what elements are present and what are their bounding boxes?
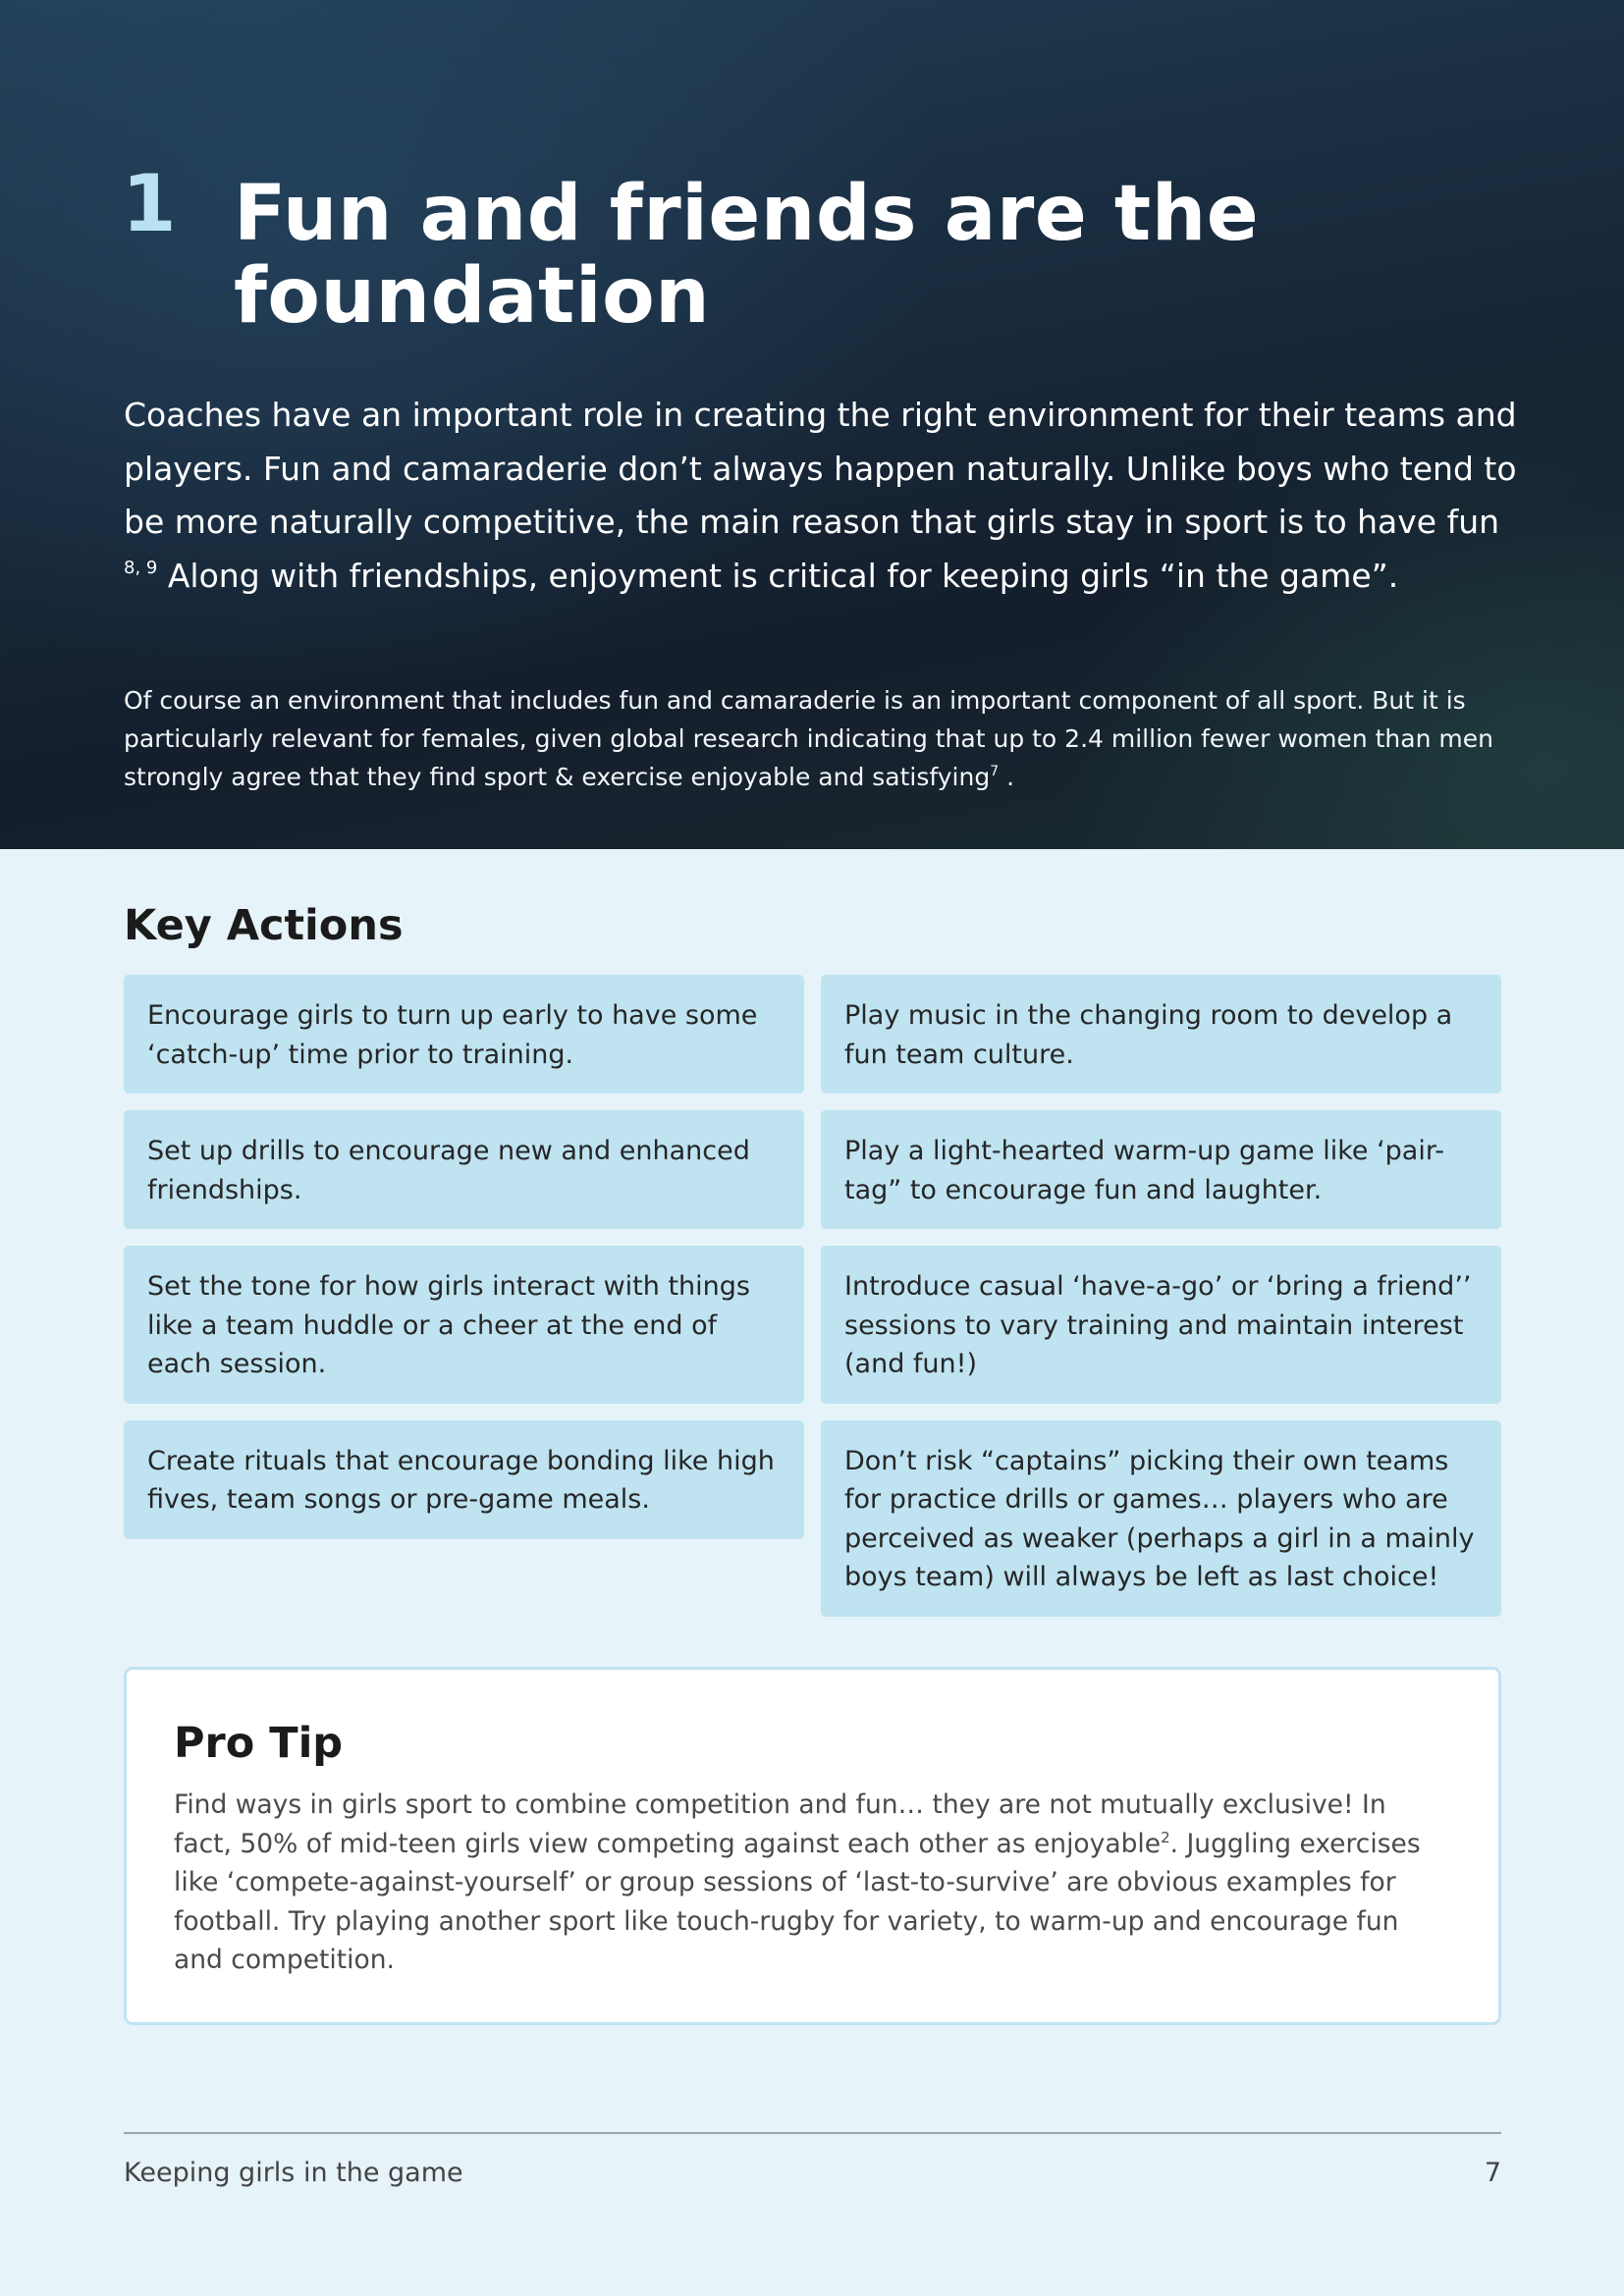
lead-text-end: Along with friendships, enjoyment is critical for keeping girls “in the game”. (157, 556, 1399, 595)
action-card: Play a light-hearted warm-up game like ‘pair-tag” to encourage fun and laughter. (821, 1110, 1501, 1229)
action-card: Don’t risk “captains” picking their own teams for practice drills or games… players who are perceived as weaker (perhaps a girl in a mainly boys team) will always be left as last choice! (821, 1420, 1501, 1617)
lead-text-start: Coaches have an important role in creating the right environment for their teams and players. Fun and camaraderie don’t always happen naturally. Unlike boys who tend to be more naturally competitive, the main reason that girls stay in sport is to have fun (124, 396, 1517, 541)
key-actions-left-column (124, 975, 804, 1617)
footer-publication-title: Keeping girls in the game (124, 2158, 463, 2188)
pro-tip-text-end: . Juggling exercises like ‘compete-against-yourself’ or group sessions of ‘last-to-survive’ are obvious examples for football. Try playing another sport like touch-rugby for variety, to warm-up and encourage fun and competition. (174, 1828, 1421, 1975)
pro-tip-title: Pro Tip (174, 1719, 344, 1768)
key-actions-right-column (821, 975, 1501, 1617)
key-actions-title: Key Actions (124, 901, 404, 950)
action-card: Set up drills to encourage new and enhanced friendships. (124, 1110, 804, 1229)
action-card: Set the tone for how girls interact with things like a team huddle or a cheer at the end of each session. (124, 1246, 804, 1404)
action-card: Introduce casual ‘have-a-go’ or ‘bring a friend’’ sessions to vary training and maintain interest (and fun!) (821, 1246, 1501, 1404)
hero-lead-paragraph (124, 389, 1518, 603)
action-card: Encourage girls to turn up early to have some ‘catch-up’ time prior to training. (124, 975, 804, 1094)
hero-note-paragraph (124, 681, 1518, 796)
footer-page-number: 7 (1484, 2158, 1501, 2188)
pro-tip-box (124, 1667, 1501, 2025)
pro-tip-citation: 2 (1161, 1828, 1170, 1846)
key-actions-grid (124, 975, 1501, 1617)
chapter-number: 1 (122, 158, 177, 249)
action-card: Create rituals that encourage bonding like high fives, team songs or pre-game meals. (124, 1420, 804, 1539)
pro-tip-body (174, 1786, 1451, 1980)
hero-section (0, 0, 1624, 849)
chapter-title: Fun and friends are the foundation (234, 170, 1260, 341)
lead-citation: 8, 9 (124, 557, 158, 578)
pro-tip-text-start: Find ways in girls sport to combine competition and fun… they are not mutually exclusive! In fact, 50% of mid-teen girls view competing against each other as enjoyable (174, 1789, 1386, 1859)
note-text-start: Of course an environment that includes fun and camaraderie is an important component of all sport. But it is particularly relevant for females, given global research indicating that up to 2.4 million fewer women than men strongly agree that they find sport & exercise enjoyable and satisfying (124, 686, 1493, 791)
action-card: Play music in the changing room to develop a fun team culture. (821, 975, 1501, 1094)
note-text-end: . (999, 763, 1015, 791)
note-citation: 7 (990, 764, 1000, 779)
footer-divider (124, 2132, 1501, 2134)
